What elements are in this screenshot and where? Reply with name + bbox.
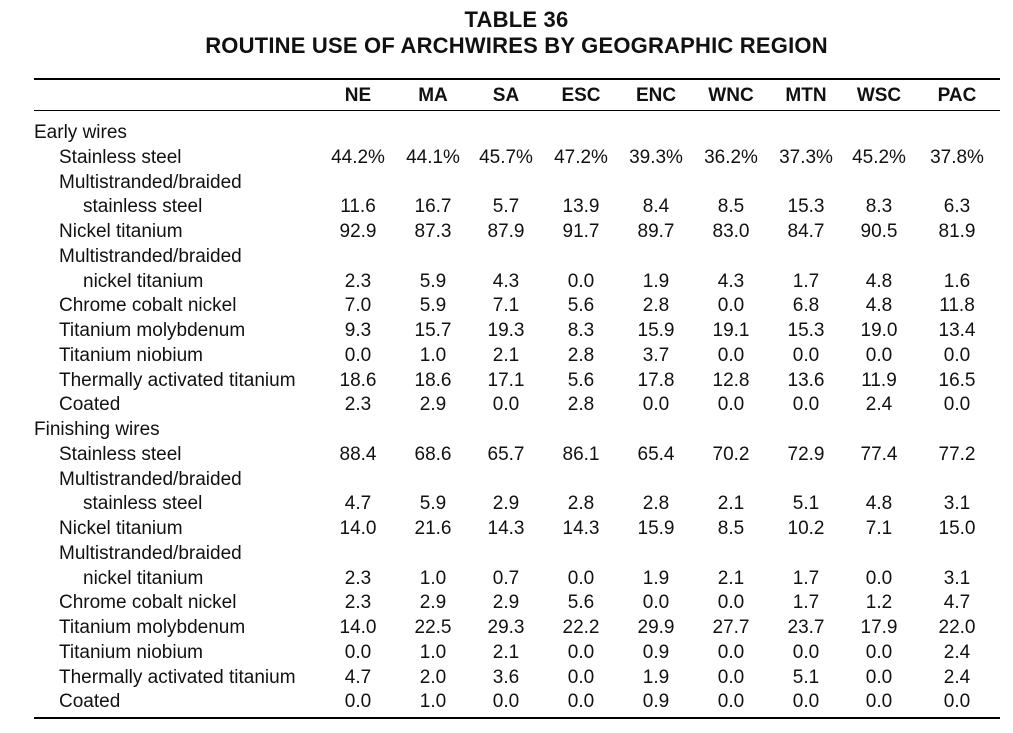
- table-cell: 13.4: [938, 320, 976, 341]
- table-cell: 16.7: [414, 196, 452, 218]
- table-cell: 0.0: [792, 344, 820, 366]
- table-row: [0, 270, 1013, 295]
- table-cell: 3.6: [492, 666, 520, 688]
- table-cell: 2.9: [419, 394, 447, 416]
- table-cell: 0.0: [492, 394, 520, 416]
- table-cell: 4.3: [717, 270, 745, 292]
- table-cell: 83.0: [712, 221, 750, 242]
- row-label: Stainless steel: [59, 443, 182, 465]
- table-cell: 90.5: [860, 221, 898, 242]
- table-cell: 11.8: [939, 295, 975, 317]
- column-header-wsc: WSC: [856, 85, 902, 106]
- row-label: Chrome cobalt nickel: [59, 592, 237, 614]
- table-cell: 2.3: [344, 592, 372, 614]
- row-label: Chrome cobalt nickel: [59, 295, 237, 317]
- table-cell: 0.0: [567, 567, 595, 589]
- row-label: Thermally activated titanium: [59, 666, 296, 688]
- table-cell: 87.3: [414, 221, 452, 242]
- column-header-sa: SA: [492, 85, 520, 106]
- table-cell: 0.0: [865, 691, 893, 713]
- row-label: stainless steel: [83, 196, 203, 218]
- table-cell: 3.1: [943, 493, 971, 515]
- table-cell: 5.7: [492, 196, 520, 218]
- table-cell: 8.3: [865, 196, 893, 218]
- column-header-wnc: WNC: [708, 85, 754, 106]
- table-row: [0, 591, 1013, 616]
- table-cell: 29.3: [487, 617, 525, 638]
- table-cell: 22.0: [938, 617, 976, 638]
- bottom-rule: [34, 717, 1000, 719]
- table-cell: 0.0: [717, 295, 745, 317]
- table-cell: 0.0: [865, 567, 893, 589]
- table-cell: 84.7: [787, 221, 825, 242]
- table-number: TABLE 36: [464, 7, 569, 32]
- table-cell: 5.6: [567, 295, 595, 317]
- table-cell: 91.7: [562, 221, 600, 242]
- table-cell: 65.4: [637, 443, 675, 465]
- table-cell: 0.9: [642, 691, 670, 713]
- table-cell: 2.4: [943, 641, 971, 663]
- table-cell: 14.0: [339, 518, 377, 539]
- table-cell: 0.0: [865, 344, 893, 366]
- table-cell: 15.7: [414, 320, 452, 341]
- table-cell: 2.8: [567, 493, 595, 515]
- table-cell: 0.0: [865, 666, 893, 688]
- table-cell: 1.0: [419, 691, 447, 713]
- table-cell: 3.1: [943, 567, 971, 589]
- table-cell: 65.7: [487, 443, 525, 465]
- table-cell: 44.1%: [406, 146, 460, 168]
- table-cell: 0.0: [943, 394, 971, 416]
- table-cell: 11.6: [340, 196, 376, 218]
- table-row: [0, 492, 1013, 517]
- table-cell: 4.8: [865, 295, 893, 317]
- table-cell: 27.7: [712, 617, 750, 638]
- row-label: Nickel titanium: [59, 221, 183, 242]
- table-cell: 1.7: [792, 270, 820, 292]
- row-label: Multistranded/braided: [59, 171, 242, 193]
- table-cell: 45.7%: [479, 146, 533, 168]
- table-cell: 15.3: [787, 196, 825, 218]
- table-row: [0, 690, 1013, 715]
- table-cell: 70.2: [712, 443, 750, 465]
- table-row: [0, 567, 1013, 592]
- table-cell: 5.9: [419, 493, 447, 515]
- row-label: Multistranded/braided: [59, 542, 242, 564]
- section-label: Finishing wires: [34, 419, 160, 440]
- table-cell: 2.1: [717, 493, 745, 515]
- table-row: [0, 666, 1013, 691]
- table-row: [0, 146, 1013, 171]
- table-cell: 19.0: [860, 320, 898, 341]
- table-cell: 77.2: [938, 443, 976, 465]
- table-cell: 14.3: [562, 518, 600, 539]
- table-cell: 22.2: [562, 617, 600, 638]
- table-cell: 12.8: [712, 369, 750, 391]
- table-cell: 8.4: [642, 196, 670, 218]
- row-label: Titanium niobium: [59, 641, 203, 663]
- table-cell: 2.8: [567, 394, 595, 416]
- table-cell: 0.0: [344, 691, 372, 713]
- table-cell: 4.8: [865, 270, 893, 292]
- table-cell: 15.9: [637, 320, 675, 341]
- row-label: Nickel titanium: [59, 518, 183, 539]
- table-cell: 22.5: [414, 617, 452, 638]
- section-label: Early wires: [34, 122, 127, 143]
- row-label: Coated: [59, 394, 121, 416]
- row-label: Titanium niobium: [59, 344, 203, 366]
- table-cell: 4.7: [344, 666, 372, 688]
- table-cell: 15.3: [787, 320, 825, 341]
- table-cell: 0.0: [865, 641, 893, 663]
- table-cell: 15.0: [938, 518, 976, 539]
- table-cell: 3.7: [642, 344, 670, 366]
- table-cell: 17.8: [637, 369, 675, 391]
- table-cell: 2.1: [492, 344, 520, 366]
- table-cell: 36.2%: [704, 146, 758, 168]
- table-cell: 1.0: [419, 344, 447, 366]
- column-header-ma: MA: [418, 85, 448, 106]
- table-cell: 1.7: [792, 567, 820, 589]
- table-cell: 86.1: [562, 443, 600, 465]
- row-label: stainless steel: [83, 493, 203, 515]
- row-label: Coated: [59, 691, 121, 713]
- table-cell: 0.0: [717, 344, 745, 366]
- table-cell: 2.3: [344, 394, 372, 416]
- table-cell: 2.3: [344, 270, 372, 292]
- table-cell: 0.0: [792, 641, 820, 663]
- table-cell: 4.7: [344, 493, 372, 515]
- table-cell: 13.9: [562, 196, 600, 218]
- column-header-mtn: MTN: [785, 85, 827, 106]
- row-label: Stainless steel: [59, 146, 182, 168]
- row-label: Multistranded/braided: [59, 468, 242, 490]
- table-cell: 0.0: [792, 691, 820, 713]
- table-cell: 88.4: [339, 443, 377, 465]
- table-title: [0, 7, 1013, 59]
- table-cell: 5.9: [419, 270, 447, 292]
- table-cell: 5.9: [419, 295, 447, 317]
- table-cell: 1.9: [642, 270, 670, 292]
- table-cell: 13.6: [787, 369, 825, 391]
- table-cell: 0.0: [792, 394, 820, 416]
- table-cell: 0.0: [943, 344, 971, 366]
- table-cell: 10.2: [787, 518, 825, 539]
- table-cell: 14.0: [339, 617, 377, 638]
- row-label: nickel titanium: [83, 270, 204, 292]
- table-row: [0, 220, 1013, 245]
- table-row: [0, 369, 1013, 394]
- top-rule: [34, 78, 1000, 80]
- table-cell: 7.1: [865, 518, 893, 539]
- table-cell: 2.1: [717, 567, 745, 589]
- table-cell: 0.0: [344, 344, 372, 366]
- section-row: [0, 418, 1013, 443]
- table-cell: 1.9: [642, 666, 670, 688]
- table-cell: 23.7: [787, 617, 825, 638]
- table-cell: 89.7: [637, 221, 675, 242]
- table-row: [0, 517, 1013, 542]
- table-row: [0, 616, 1013, 641]
- table-cell: 1.9: [642, 567, 670, 589]
- table-cell: 14.3: [487, 518, 525, 539]
- table-cell: 39.3%: [629, 146, 683, 168]
- table-cell: 0.0: [492, 691, 520, 713]
- column-header-pac: PAC: [937, 85, 977, 106]
- table-row: [0, 195, 1013, 220]
- table-cell: 5.1: [792, 666, 820, 688]
- table-cell: 92.9: [339, 221, 377, 242]
- table-cell: 21.6: [414, 518, 452, 539]
- table-cell: 1.6: [943, 270, 971, 292]
- table-cell: 2.8: [567, 344, 595, 366]
- table-cell: 17.9: [860, 617, 898, 638]
- table-cell: 2.0: [419, 666, 447, 688]
- table-cell: 8.5: [717, 196, 745, 218]
- table-cell: 37.8%: [930, 146, 984, 168]
- table-cell: 4.3: [492, 270, 520, 292]
- row-label: Multistranded/braided: [59, 245, 242, 267]
- table-row: [0, 245, 1013, 270]
- table-cell: 18.6: [414, 369, 452, 391]
- table-cell: 18.6: [339, 369, 377, 391]
- table-cell: 2.4: [943, 666, 971, 688]
- table-cell: 0.0: [642, 592, 670, 614]
- table-cell: 29.9: [637, 617, 675, 638]
- table-cell: 0.9: [642, 641, 670, 663]
- table-cell: 7.0: [344, 295, 372, 317]
- table-cell: 0.0: [567, 270, 595, 292]
- table-cell: 2.9: [419, 592, 447, 614]
- header-rule: [34, 110, 1000, 111]
- table-row: [0, 294, 1013, 319]
- row-label: Titanium molybdenum: [59, 617, 246, 638]
- table-cell: 17.1: [487, 369, 525, 391]
- table-cell: 4.7: [943, 592, 971, 614]
- table-cell: 68.6: [414, 443, 452, 465]
- table-cell: 0.0: [567, 641, 595, 663]
- table-cell: 1.0: [419, 567, 447, 589]
- table-cell: 0.0: [567, 666, 595, 688]
- column-header-row: [0, 85, 1013, 107]
- row-label: Titanium molybdenum: [59, 320, 246, 341]
- table-cell: 37.3%: [779, 146, 833, 168]
- table-cell: 19.1: [712, 320, 750, 341]
- table-cell: 0.0: [943, 691, 971, 713]
- table-row: [0, 468, 1013, 493]
- table-cell: 0.0: [642, 394, 670, 416]
- table-row: [0, 171, 1013, 196]
- table-cell: 0.0: [717, 394, 745, 416]
- row-label: nickel titanium: [83, 567, 204, 589]
- table-cell: 9.3: [344, 320, 372, 341]
- table-cell: 0.0: [567, 691, 595, 713]
- table-row: [0, 319, 1013, 344]
- table-cell: 6.8: [792, 295, 820, 317]
- table-cell: 19.3: [487, 320, 525, 341]
- table-cell: 2.1: [492, 641, 520, 663]
- table-caption: ROUTINE USE OF ARCHWIRES BY GEOGRAPHIC REGION: [205, 33, 828, 58]
- table-cell: 1.2: [865, 592, 893, 614]
- table-cell: 0.7: [492, 567, 520, 589]
- table-cell: 6.3: [943, 196, 971, 218]
- table-cell: 8.3: [567, 320, 595, 341]
- table-cell: 8.5: [717, 518, 745, 539]
- row-label: Thermally activated titanium: [59, 369, 296, 391]
- table-cell: 2.4: [865, 394, 893, 416]
- table-cell: 0.0: [717, 691, 745, 713]
- table-row: [0, 344, 1013, 369]
- column-header-esc: ESC: [561, 85, 601, 106]
- table-cell: 1.7: [792, 592, 820, 614]
- table-cell: 5.1: [792, 493, 820, 515]
- table-cell: 15.9: [637, 518, 675, 539]
- table-cell: 81.9: [938, 221, 976, 242]
- table-cell: 0.0: [717, 666, 745, 688]
- table-cell: 5.6: [567, 369, 595, 391]
- table-cell: 11.9: [861, 369, 897, 391]
- table-cell: 2.8: [642, 295, 670, 317]
- table-cell: 45.2%: [852, 146, 906, 168]
- table-cell: 77.4: [860, 443, 898, 465]
- table-row: [0, 393, 1013, 418]
- table-row: [0, 542, 1013, 567]
- table-cell: 2.3: [344, 567, 372, 589]
- table-cell: 16.5: [938, 369, 976, 391]
- section-row: [0, 121, 1013, 146]
- table-cell: 0.0: [717, 592, 745, 614]
- table-cell: 5.6: [567, 592, 595, 614]
- table-cell: 0.0: [344, 641, 372, 663]
- table-cell: 4.8: [865, 493, 893, 515]
- table-cell: 72.9: [787, 443, 825, 465]
- table-cell: 0.0: [717, 641, 745, 663]
- table-cell: 1.0: [419, 641, 447, 663]
- column-header-enc: ENC: [635, 85, 677, 106]
- table-row: [0, 443, 1013, 468]
- table-cell: 47.2%: [554, 146, 608, 168]
- column-header-ne: NE: [344, 85, 372, 106]
- table-cell: 2.8: [642, 493, 670, 515]
- table-row: [0, 641, 1013, 666]
- table-cell: 2.9: [492, 493, 520, 515]
- table-cell: 2.9: [492, 592, 520, 614]
- table-cell: 7.1: [492, 295, 520, 317]
- table-cell: 44.2%: [331, 146, 385, 168]
- table-cell: 87.9: [487, 221, 525, 242]
